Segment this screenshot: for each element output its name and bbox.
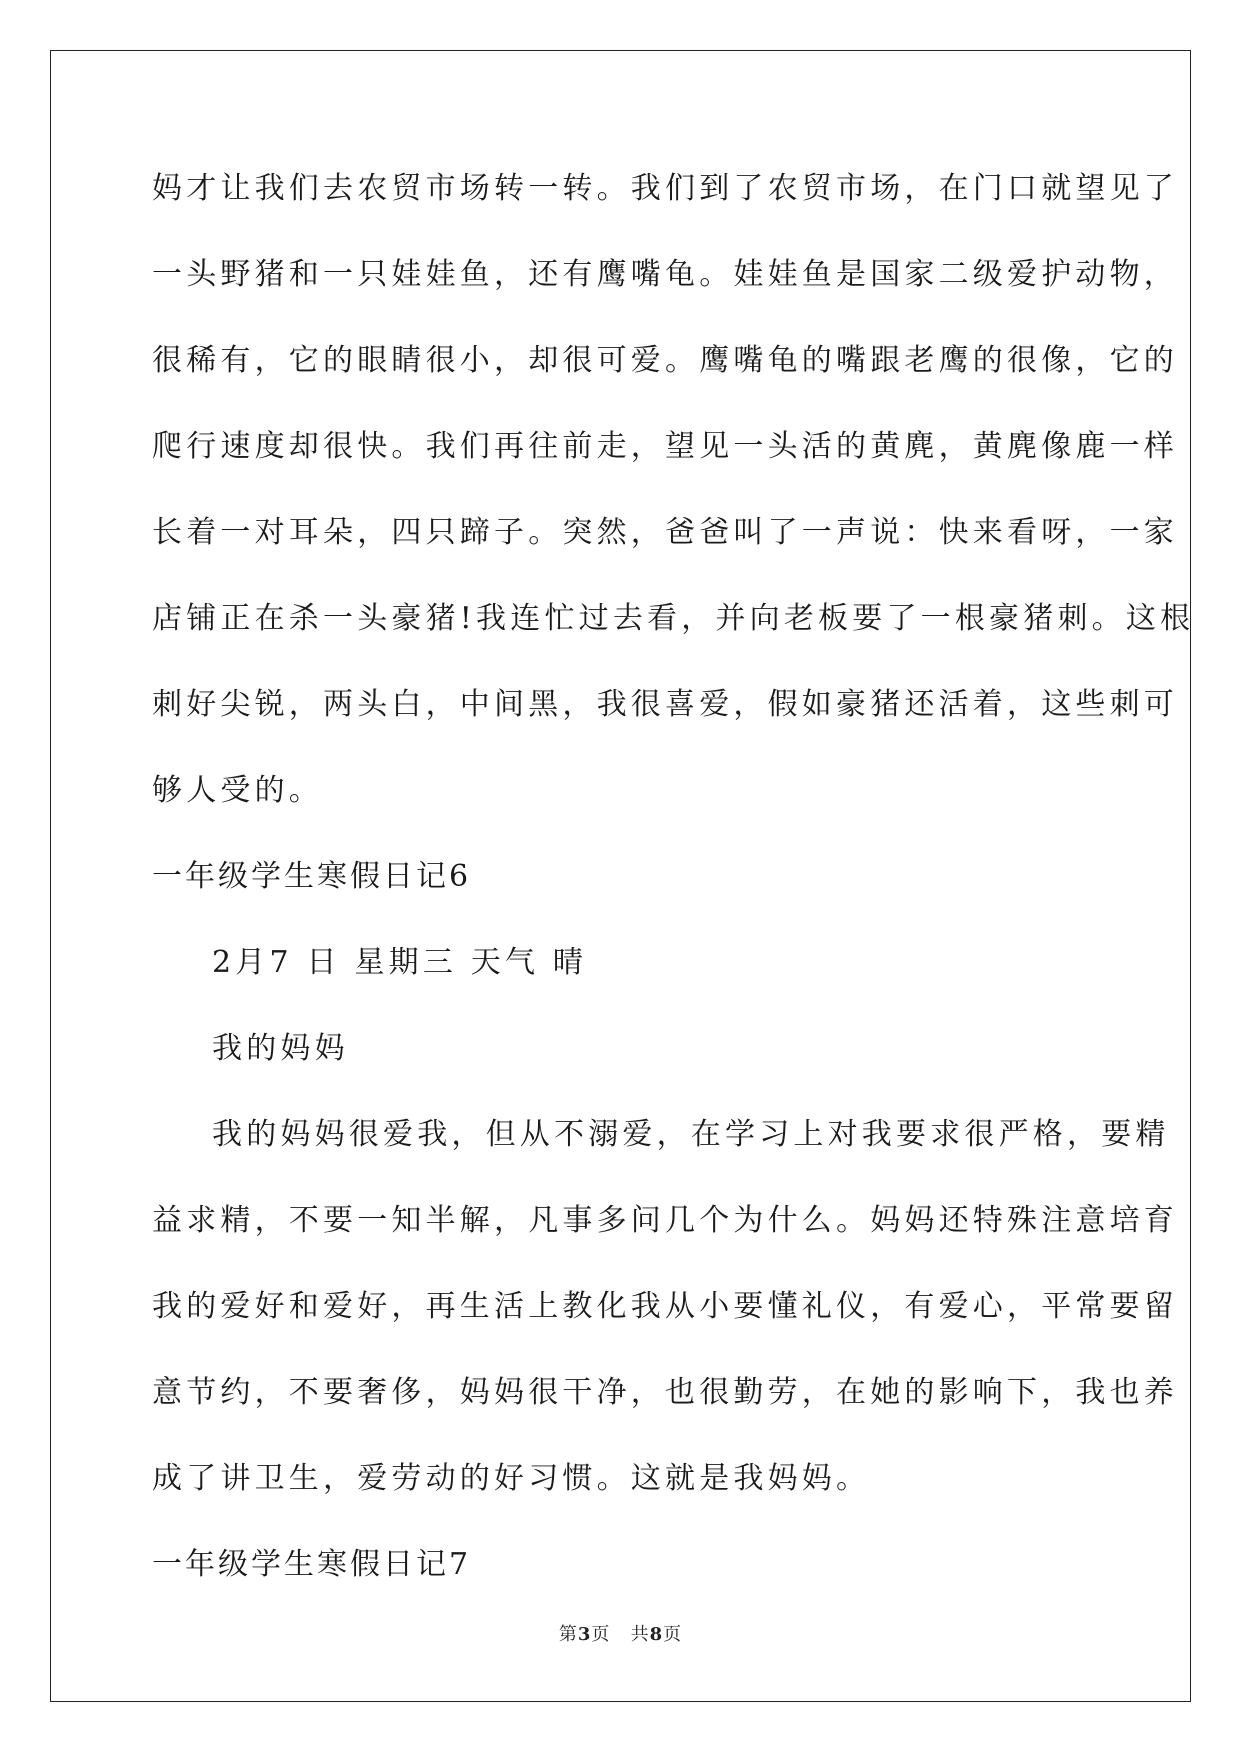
paragraph-line: 成了讲卫生，爱劳动的好习惯。这就是我妈妈。 [152, 1461, 871, 1496]
section-heading: 一年级学生寒假日记6 [152, 859, 472, 894]
page-footer [0, 1620, 1241, 1646]
section-heading: 一年级学生寒假日记7 [152, 1547, 472, 1582]
diary-title: 我的妈妈 [212, 1031, 349, 1066]
paragraph-line: 店铺正在杀一头豪猪!我连忙过去看，并向老板要了一根豪猪刺。这根 [152, 601, 1195, 636]
paragraph-line: 益求精，不要一知半解，凡事多问几个为什么。妈妈还特殊注意培育 [152, 1203, 1178, 1238]
paragraph-line: 刺好尖锐，两头白，中间黑，我很喜爱，假如豪猪还活着，这些刺可 [152, 687, 1178, 722]
paragraph-line: 一头野猪和一只娃娃鱼，还有鹰嘴龟。娃娃鱼是国家二级爱护动物， [152, 257, 1178, 292]
paragraph-line: 我的爱好和爱好，再生活上教化我从小要懂礼仪，有爱心，平常要留 [152, 1289, 1178, 1324]
paragraph-line: 我的妈妈很爱我，但从不溺爱，在学习上对我要求很严格，要精 [212, 1117, 1170, 1152]
paragraph-line: 妈才让我们去农贸市场转一转。我们到了农贸市场，在门口就望见了 [152, 171, 1178, 206]
footer-page-suffix: 页 [591, 1624, 611, 1645]
paragraph-line: 很稀有，它的眼睛很小，却很可爱。鹰嘴龟的嘴跟老鹰的很像，它的 [152, 343, 1178, 378]
paragraph-line: 爬行速度却很快。我们再往前走，望见一头活的黄麂，黄麂像鹿一样 [152, 429, 1178, 464]
paragraph-line: 意节约，不要奢侈，妈妈很干净，也很勤劳，在她的影响下，我也养 [152, 1375, 1178, 1410]
footer-prefix: 第 [558, 1624, 578, 1645]
paragraph-line: 够人受的。 [152, 773, 323, 808]
paragraph-line: 长着一对耳朵，四只蹄子。突然，爸爸叫了一声说：快来看呀，一家 [152, 515, 1178, 550]
footer-total-prefix: 共 [630, 1624, 650, 1645]
total-pages: 8 [649, 1624, 664, 1645]
diary-date-line: 2月7 日 星期三 天气 晴 [212, 945, 588, 980]
page-number: 3 [577, 1624, 592, 1645]
footer-total-suffix: 页 [663, 1624, 683, 1645]
document-body [152, 160, 1195, 1622]
